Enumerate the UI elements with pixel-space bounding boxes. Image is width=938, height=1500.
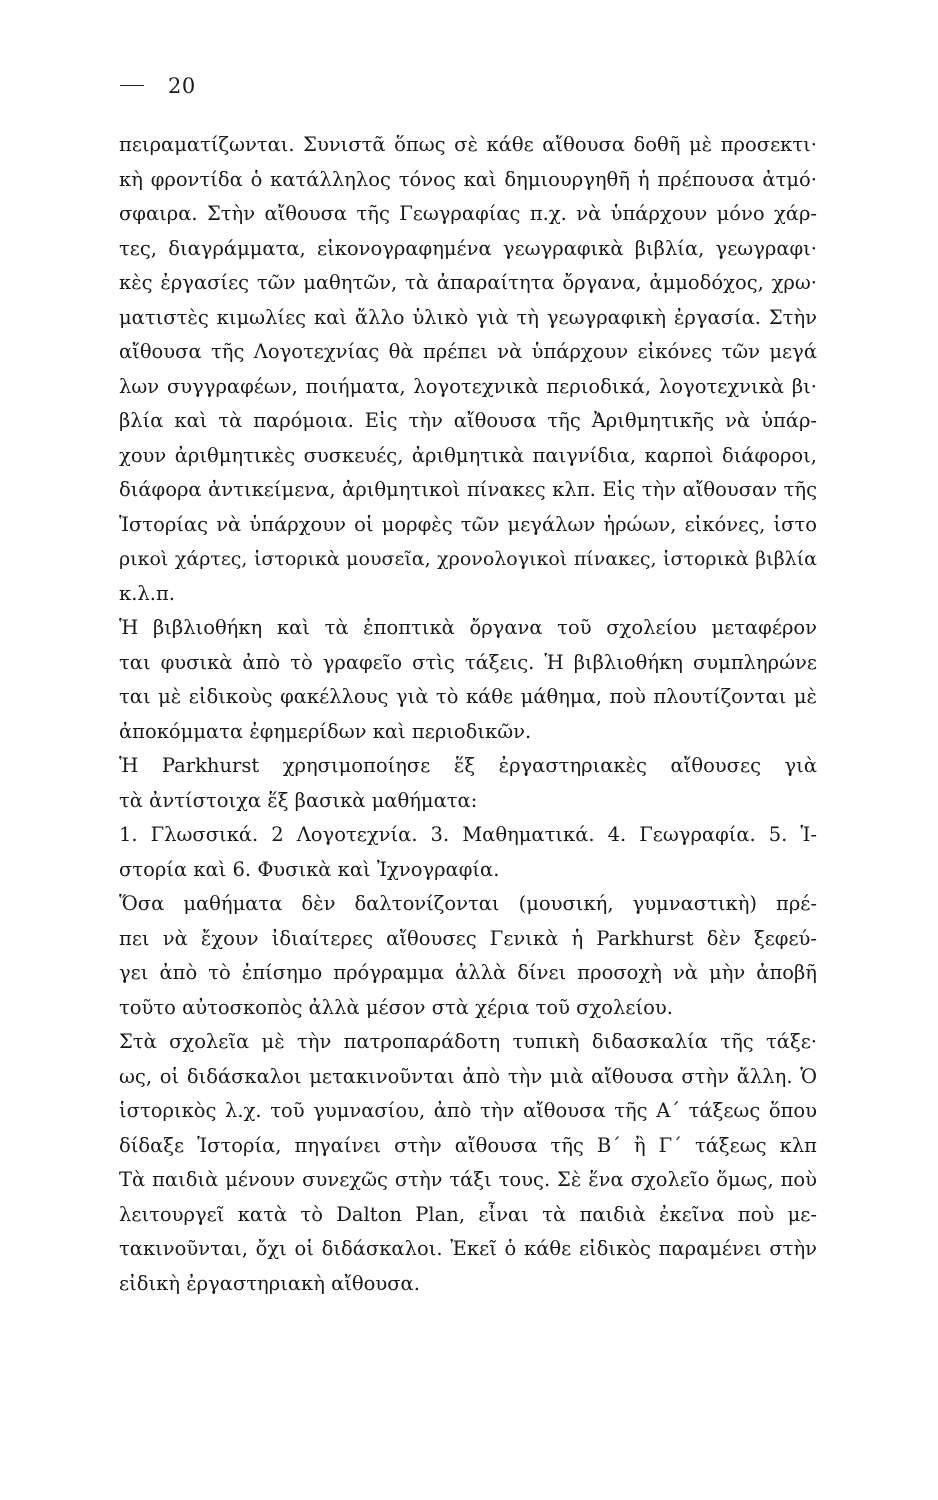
text-line: κὲς ἐργασίες τῶν μαθητῶν, τὰ ἀπαραίτητα ὄργανα, ἀμμοδόχος, χρω· [119,271,817,294]
text-line: Ἱστορίας νὰ ὑπάρχουν οἱ μορφὲς τῶν μεγάλων ἡρώων, εἰκόνες, ἱστο [119,512,817,536]
text-line: λων συγγραφέων, ποιήματα, λογοτεχνικὰ περιοδικά, λογοτεχνικὰ βι· [119,374,817,398]
text-line: τὰ ἀντίστοιχα ἕξ βασικὰ μαθήματα: [119,788,478,812]
text-line: ται φυσικὰ ἀπὸ τὸ γραφεῖο στὶς τάξεις. Ἡ βιβλιοθήκη συμπληρώνε [119,650,817,674]
text-line: στορία καὶ 6. Φυσικὰ καὶ Ἰχνογραφία. [119,857,500,881]
text-line: σφαιρα. Στὴν αἴθουσα τῆς Γεωγραφίας π.χ. νὰ ὑπάρχουν μόνο χάρ- [119,202,817,225]
text-line: κ.λ.π. [119,581,175,605]
text-line: βλία καὶ τὰ παρόμοια. Εἰς τὴν αἴθουσα τῆς Ἀριθμητικῆς νὰ ὑπάρ- [119,409,817,432]
text-line: Τὰ παιδιὰ μένουν συνεχῶς στὴν τάξι τους. Σὲ ἕνα σχολεῖο ὅμως, ποὺ [119,1168,817,1191]
text-line: πει νὰ ἔχουν ἰδιαίτερες αἴθουσες Γενικὰ ἡ Parkhurst δὲν ξεφεύ- [119,926,817,950]
page-body [119,128,817,1301]
text-line: πειραματίζωνται. Συνιστᾶ ὅπως σὲ κάθε αἴθουσα δοθῆ μὲ προσεκτι· [119,133,817,156]
text-line: Στὰ σχολεῖα μὲ τὴν πατροπαράδοτη τυπικὴ διδασκαλία τῆς τάξε· [119,1030,817,1053]
text-line: αἴθουσα τῆς Λογοτεχνίας θὰ πρέπει νὰ ὑπάρχουν εἰκόνες τῶν μεγά [119,340,817,363]
text-line: χουν ἀριθμητικὲς συσκευές, ἀριθμητικὰ παιγνίδια, καρποὶ διάφοροι, [119,443,817,467]
header-dash [120,85,144,86]
text-line: τοῦτο αὐτοσκοπὸς ἀλλὰ μέσον στὰ χέρια τοῦ σχολείου. [119,995,673,1019]
text-line: εἰδικὴ ἐργαστηριακὴ αἴθουσα. [119,1271,420,1295]
text-line: 1. Γλωσσικά. 2 Λογοτεχνία. 3. Μαθηματικά. 4. Γεωγραφία. 5. Ἱ- [119,823,817,846]
text-line: Ἡ Parkhurst χρησιμοποίησε ἕξ ἐργαστηριακὲς αἴθουσες γιὰ [119,754,817,777]
text-line: τακινοῦνται, ὄχι οἱ διδάσκαλοι. Ἐκεῖ ὁ κάθε εἰδικὸς παραμένει στὴν [119,1237,817,1260]
text-line: Ὅσα μαθήματα δὲν δαλτονίζονται (μουσική, γυμναστικὴ) πρέ- [119,892,817,915]
text-line: ματιστὲς κιμωλίες καὶ ἄλλο ὑλικὸ γιὰ τὴ γεωγραφικὴ ἐργασία. Στὴν [119,305,817,329]
text-line: ρικοὶ χάρτες, ἱστορικὰ μουσεῖα, χρονολογικοὶ πίνακες, ἱστορικὰ βιβλία [119,548,817,570]
text-line: τες, διαγράμματα, εἰκονογραφημένα γεωγραφικὰ βιβλία, γεωγραφι· [119,236,817,260]
text-line: γει ἀπὸ τὸ ἐπίσημο πρόγραμμα ἀλλὰ δίνει προσοχὴ νὰ μὴν ἀποβῆ [119,961,817,984]
text-line: διάφορα ἀντικείμενα, ἀριθμητικοὶ πίνακες κλπ. Εἰς τὴν αἴθουσαν τῆς [119,478,817,501]
text-line: ται μὲ εἰδικοὺς φακέλλους γιὰ τὸ κάθε μάθημα, ποὺ πλουτίζονται μὲ [119,685,817,708]
text-line: Ἡ βιβλιοθήκη καὶ τὰ ἐποπτικὰ ὄργανα τοῦ σχολείου μεταφέρον [119,616,817,639]
text-line: κὴ φροντίδα ὁ κατάλληλος τόνος καὶ δημιουργηθῆ ἡ πρέπουσα ἀτμό· [119,167,817,191]
text-line: ἱστορικὸς λ.χ. τοῦ γυμνασίου, ἀπὸ τὴν αἴθουσα τῆς Α΄ τάξεως ὅπου [119,1099,817,1122]
text-line: δίδαξε Ἱστορία, πηγαίνει στὴν αἴθουσα τῆς Β΄ ἢ Γ΄ τάξεως κλπ [119,1133,817,1157]
text-line: ἀποκόμματα ἐφημερίδων καὶ περιοδικῶν. [119,719,532,743]
text-line: λειτουργεῖ κατὰ τὸ Dalton Plan, εἶναι τὰ παιδιὰ ἐκεῖνα ποὺ με- [119,1202,817,1226]
page-number: 20 [168,74,196,98]
text-line: ως, οἱ διδάσκαλοι μετακινοῦνται ἀπὸ τὴν μιὰ αἴθουσα στὴν ἄλλη. Ὁ [119,1064,817,1088]
page-header [120,74,196,98]
